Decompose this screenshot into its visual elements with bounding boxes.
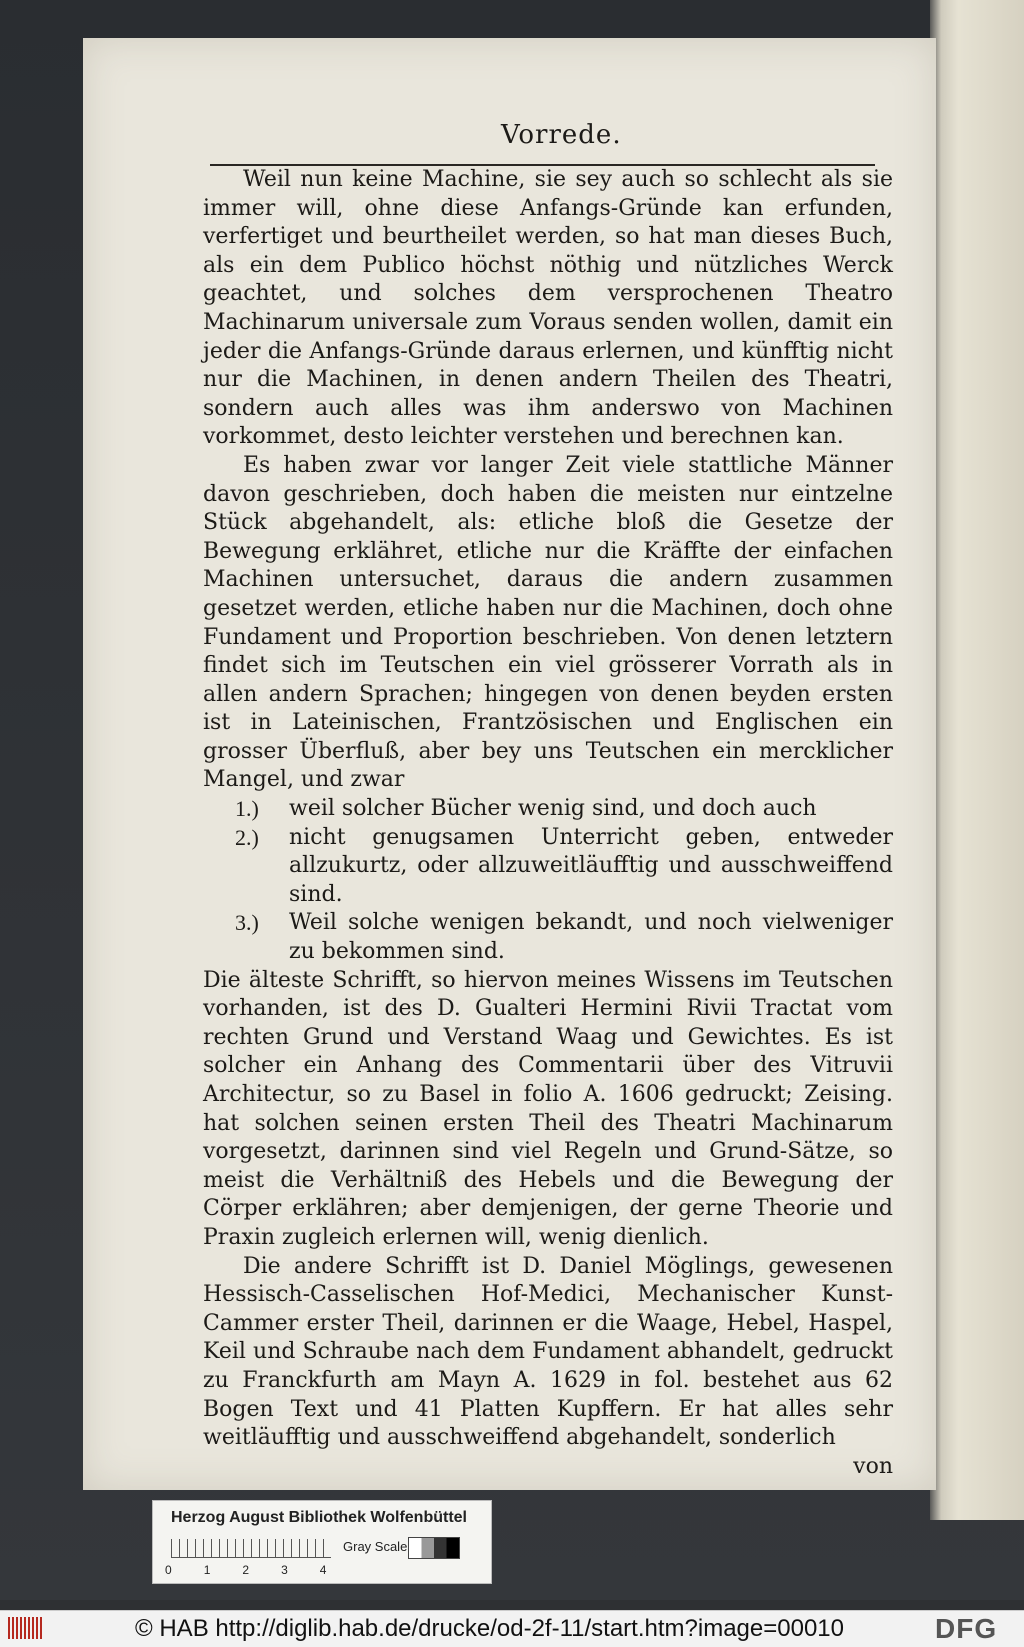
ruler-number: 4: [319, 1563, 327, 1577]
facing-page-edge: [930, 0, 1024, 1520]
ruler-number: 1: [203, 1563, 211, 1577]
library-name: Herzog August Bibliothek Wolfenbüttel: [171, 1509, 467, 1526]
ruler-number: 2: [242, 1563, 250, 1577]
list-item: [203, 909, 893, 966]
page-text: [203, 166, 893, 1481]
list-text: nicht genugsamen Unterricht geben, entweder allzukurtz, oder allzuweitläufftig und ausschweiffend sind.: [289, 824, 893, 907]
ruler-numbers: [165, 1563, 345, 1577]
paragraph-3: Die älteste Schrifft, so hiervon meines Wissens im Teutschen vorhanden, ist des D. Gualteri Hermini Rivii Tractat vom rechten Grund und Verstand Waag und Gewichtes. Es ist solcher ein Anhang des Commentarii über des Vitruvii Architectur, so zu Basel in folio A. 1606 gedruckt; Zeising. hat solchen seinen ersten Theil des Theatri Machinarum vorgesetzt, darinnen sind viel Regeln und Grund-Sätze, so meist die Verhältniß des Hebels und die Bewegung der Cörper erklähren; aber demjenigen, der gerne Theorie und Praxin zugleich erlernen will, wenig dienlich.: [203, 967, 893, 1250]
gray-scale-bar: [408, 1537, 460, 1559]
paragraph-1: Weil nun keine Machine, sie sey auch so schlecht als sie immer will, ohne diese Anfangs-Gründe kan erfunden, verfertiget und beurtheilet werden, so hat man dieses Buch, als ein dem Publico höchst nöthig und nützliches Werck geachtet, und solches dem versprochenen Theatro Machinarum universale zum Voraus senden wollen, damit ein jeder die Anfangs-Gründe daraus erlernen, und künfftig nicht nur die Machinen, in denen andern Theilen des Theatri, sondern auch alles was ihm anderswo von Machinen vorkommet, desto leichter verstehen und berechnen kan.: [203, 167, 893, 450]
ruler-number: 3: [281, 1563, 288, 1577]
footer-bar: [0, 1610, 1024, 1647]
catchword: von: [853, 1453, 893, 1479]
ruler-scale: [171, 1539, 331, 1558]
list-number: 3.): [235, 910, 259, 936]
list-text: weil solcher Bücher wenig sind, und doch auch: [289, 796, 817, 822]
list-item: [203, 795, 893, 824]
gray-scale-label: Gray Scale: [343, 1539, 408, 1554]
source-url[interactable]: © HAB http://diglib.hab.de/drucke/od-2f-11/start.htm?image=00010: [135, 1615, 844, 1642]
ruler-number: 0: [165, 1563, 172, 1577]
hab-logo-icon: [8, 1617, 44, 1639]
numbered-list: [203, 795, 893, 967]
list-number: 2.): [235, 824, 259, 850]
dfg-logo: DFG: [935, 1613, 998, 1644]
library-scale-card: [152, 1500, 492, 1584]
list-text: Weil solche wenigen bekandt, und noch vielweniger zu bekommen sind.: [289, 910, 893, 965]
page-header: Vorrede.: [501, 120, 622, 150]
paragraph-2: Es haben zwar vor langer Zeit viele stattliche Männer davon geschrieben, doch haben die meisten nur eintzelne Stück abgehandelt, als: etliche bloß die Gesetze der Bewegung erklähret, etliche nur die Kräffte der einfachen Machinen untersuchet, daraus die andern zusammen gesetzet werden, etliche haben nur die Machinen, doch ohne Fundament und Proportion beschrieben. Von denen letztern findet sich im Teutschen ein viel grösserer Vorrath als in allen andern Sprachen; hingegen von denen beyden ersten ist in Lateinischen, Frantzösischen und Englischen ein grosser Überfluß, aber bey uns Teutschen ein mercklicher Mangel, und zwar: [203, 452, 893, 793]
paragraph-4: Die andere Schrifft ist D. Daniel Möglings, gewesenen Hessisch-Casselischen Hof-Medici, Mechanischer Kunst-Cammer erster Theil, darinnen er die Waage, Hebel, Haspel, Keil und Schraube nach dem Fundament abhandelt, gedruckt zu Franckfurth am Mayn A. 1629 in fol. bestehet aus 62 Bogen Text und 41 Platten Kupffern. Er hat alles sehr weitläufftig und ausschweiffend abgehandelt, sonderlich: [203, 1253, 893, 1451]
list-item: [203, 824, 893, 910]
book-page: [83, 38, 936, 1490]
list-number: 1.): [235, 796, 259, 822]
